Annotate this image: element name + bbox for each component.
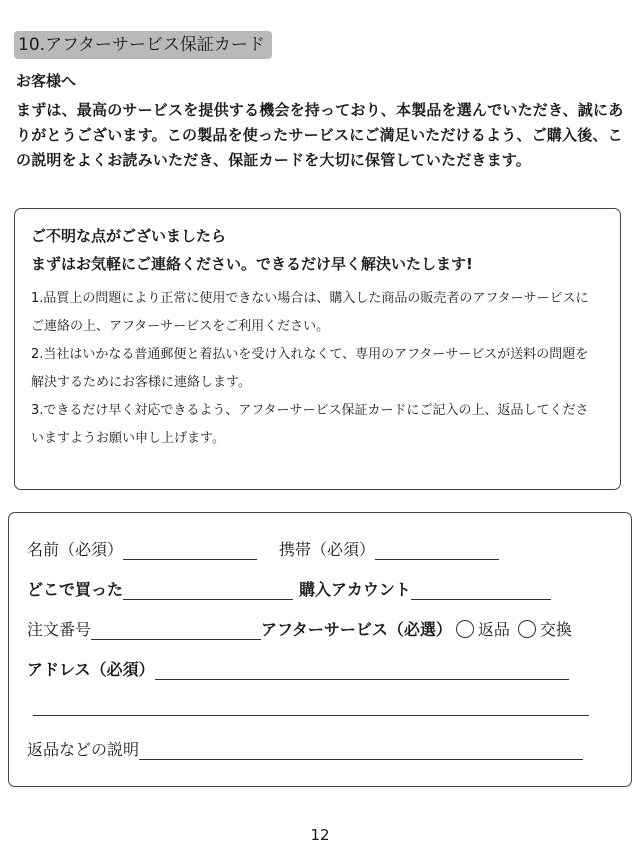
exchange-option-label: 交換 xyxy=(539,620,572,639)
greeting: お客様へ xyxy=(16,72,77,90)
notice-box xyxy=(14,208,621,490)
exchange-radio[interactable] xyxy=(518,620,536,638)
phone-field[interactable] xyxy=(375,541,499,560)
form-row-address xyxy=(27,657,569,680)
return-option-label: 返品 xyxy=(477,620,510,639)
notice-subheading: まずはお気軽にご連絡ください。できるだけ早く解決いたします! xyxy=(31,255,473,273)
form-row-order-service xyxy=(27,617,572,640)
notice-item: 2.当社はいかなる普通郵便と着払いを受け入れなくて、専用のアフターサービスが送料の問題を解決するためにお客様に連絡します。 xyxy=(31,347,589,390)
name-field[interactable] xyxy=(123,541,257,560)
return-radio[interactable] xyxy=(456,620,474,638)
warranty-form xyxy=(8,512,632,787)
address-label: アドレス（必須） xyxy=(27,660,155,679)
name-label: 名前（必須） xyxy=(27,540,124,559)
address-field[interactable] xyxy=(155,661,569,680)
description-label: 返品などの説明 xyxy=(27,740,140,759)
order-label: 注文番号 xyxy=(27,620,92,639)
phone-label: 携帯（必須） xyxy=(279,540,376,559)
notice-item: 3.できるだけ早く対応できるよう、アフターサービス保証カードにご記入の上、返品してくださいますようお願い申し上げます。 xyxy=(31,403,589,446)
intro-paragraph: まずは、最高のサービスを提供する機会を持っており、本製品を選んでいただき、誠にありがとうございます。この製品を使ったサービスにご満足いただけるよう、ご購入後、この説明をよくお読みいただき、保証カードを大切に保管していただきます。 xyxy=(16,101,624,169)
notice-item: 1.品質上の問題により正常に使用できない場合は、購入した商品の販売者のアフターサービスにご連絡の上、アフターサービスをご利用ください。 xyxy=(31,291,589,334)
form-row-description xyxy=(27,737,583,760)
notice-heading: ご不明な点がございましたら xyxy=(31,227,227,245)
address-field-line2[interactable] xyxy=(33,697,589,716)
account-label: 購入アカウント xyxy=(299,580,411,599)
notice-items xyxy=(31,285,601,453)
where-field[interactable] xyxy=(123,581,293,600)
where-label: どこで買った xyxy=(27,580,124,599)
section-title: 10.アフターサービス保証カード xyxy=(14,31,272,59)
form-row-name-phone xyxy=(27,537,499,560)
form-row-address-continued xyxy=(33,697,589,716)
service-label: アフターサービス（必選） xyxy=(261,620,452,639)
form-row-where-account xyxy=(27,577,551,600)
order-field[interactable] xyxy=(91,621,261,640)
description-field[interactable] xyxy=(139,741,583,760)
account-field[interactable] xyxy=(411,581,551,600)
page-number: 12 xyxy=(310,826,330,844)
